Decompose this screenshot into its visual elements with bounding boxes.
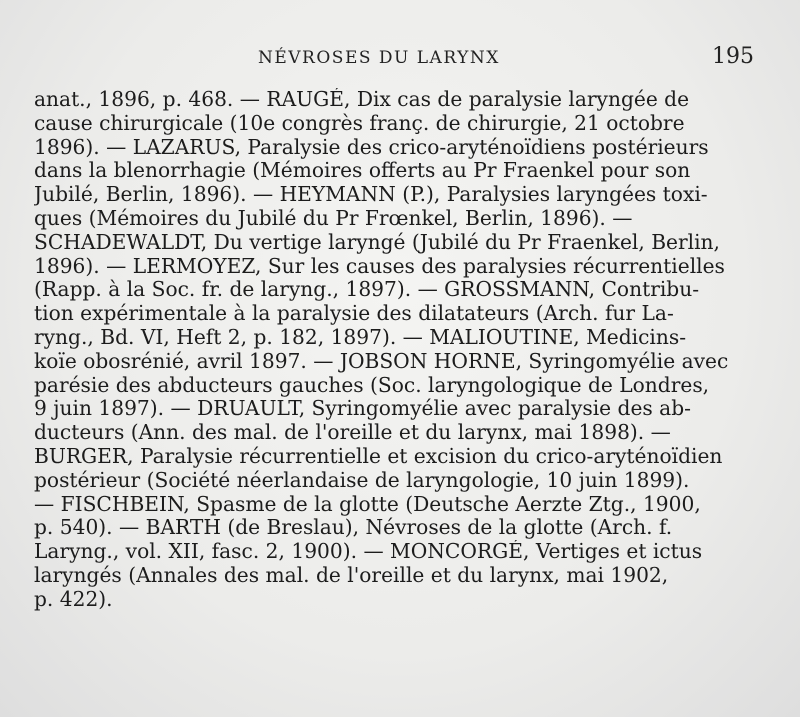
text-line: 1896). — LAZARUS, Paralysie des crico-aryténoïdiens postérieurs [34, 135, 709, 159]
text-line: Laryng., vol. XII, fasc. 2, 1900). — MONCORGÉ, Vertiges et ictus [34, 540, 703, 564]
text-line: postérieur (Société néerlandaise de laryngologie, 10 juin 1899). [34, 468, 690, 492]
text-line: ryng., Bd. VI, Heft 2, p. 182, 1897). — MALIOUTINE, Medicins- [34, 325, 687, 349]
text-line: p. 422). [34, 587, 113, 611]
text-line: anat., 1896, p. 468. — RAUGÉ, Dix cas de paralysie laryngée de [34, 88, 690, 111]
text-line: laryngés (Annales des mal. de l'oreille et du larynx, mai 1902, [34, 563, 669, 587]
text-line: tion expérimentale à la paralysie des dilatateurs (Arch. fur La- [34, 302, 674, 326]
text-line: ducteurs (Ann. des mal. de l'oreille et du larynx, mai 1898). — [34, 421, 671, 445]
text-line: cause chirurgicale (10e congrès franç. de chirurgie, 21 octobre [34, 111, 685, 135]
text-line: dans la blenorrhagie (Mémoires offerts au Pr Fraenkel pour son [34, 159, 691, 183]
text-line: — FISCHBEIN, Spasme de la glotte (Deutsche Aerzte Ztg., 1900, [34, 492, 701, 516]
text-line: BURGER, Paralysie récurrentielle et excision du crico-aryténoïdien [34, 444, 723, 468]
text-line: 9 juin 1897). — DRUAULT, Syringomyélie avec paralysie des ab- [34, 397, 691, 421]
text-line: (Rapp. à la Soc. fr. de laryng., 1897). — GROSSMANN, Contribu- [34, 278, 700, 302]
text-line: SCHADEWALDT, Du vertige laryngé (Jubilé du Pr Fraenkel, Berlin, [34, 230, 720, 254]
text-line: parésie des abducteurs gauches (Soc. laryngologique de Londres, [34, 373, 710, 397]
text-line: 1896). — LERMOYEZ, Sur les causes des paralysies récurrentielles [34, 254, 725, 278]
running-title: NÉVROSES DU LARYNX [258, 48, 500, 68]
page-number: 195 [712, 44, 754, 69]
text-line: koïe obosrénié, avril 1897. — JOBSON HORNE, Syringomyélie avec [34, 349, 729, 373]
bibliography-paragraph [34, 88, 754, 612]
text-line: Jubilé, Berlin, 1896). — HEYMANN (P.), Paralysies laryngées toxi- [34, 183, 708, 207]
text-line: ques (Mémoires du Jubilé du Pr Frœnkel, Berlin, 1896). — [34, 206, 633, 230]
text-line: p. 540). — BARTH (de Breslau), Névroses de la glotte (Arch. f. [34, 516, 673, 540]
